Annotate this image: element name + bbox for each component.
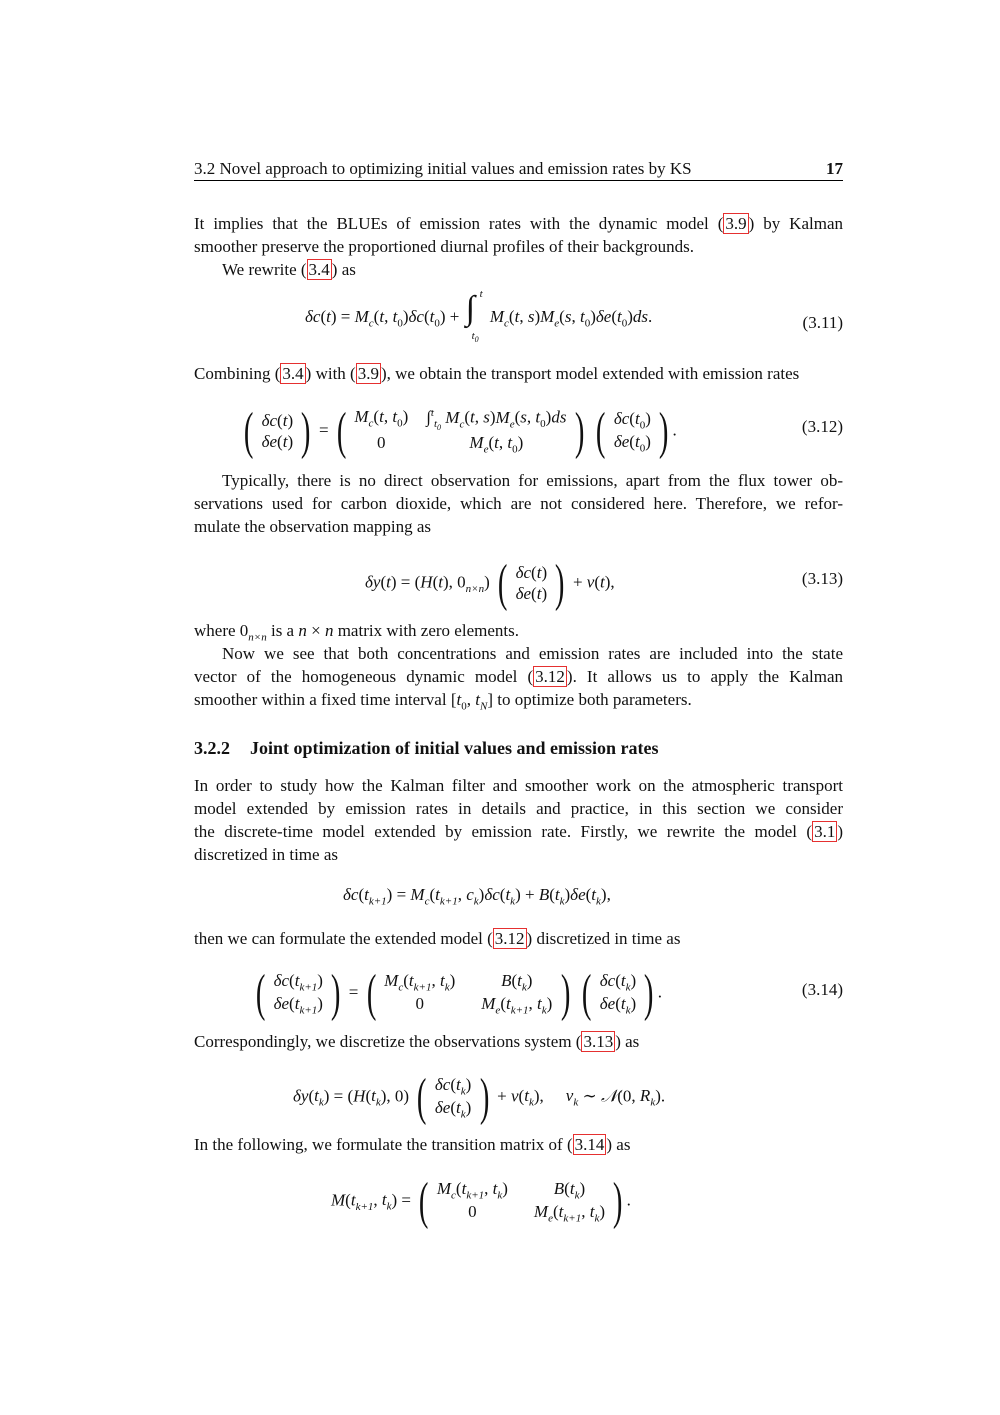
section-number: 3.2.2 bbox=[194, 738, 230, 758]
eq-link-3-13[interactable]: 3.13 bbox=[583, 1032, 614, 1051]
para4-line1: where $0_{n\times n}$ is a n × n matrix with zero elements. bbox=[194, 621, 519, 644]
para4-line3: vector of the homogeneous dynamic model ( 3.12 ). It allows us to apply the Kalman bbox=[194, 667, 843, 686]
para4-line2: Now we see that both concentrations and emission rates are included into the state bbox=[222, 644, 843, 663]
equation-number-3-14: (3.14) bbox=[801, 980, 843, 999]
eq-link-3-9[interactable]: 3.9 bbox=[725, 214, 747, 233]
equation-number-3-12: (3.12) bbox=[801, 417, 843, 436]
section-title: Joint optimization of initial values and emission rates bbox=[250, 738, 659, 758]
equation-3-14: ( $\delta c(t_{k+1})$ $\delta e(t_{k+1})$ ) = ( $M_c(t_{k+1}$, $t_k$) $B(t_k)$ 0 $M_e(t_{k+1}$, $t_k$) ) ( $\delta c(t_k)$ $\delta e(t_k)$ ) . bbox=[255, 965, 662, 1022]
para1-line3: We rewrite ( 3.4 ) as bbox=[222, 260, 356, 279]
para3-line3: mulate the observation mapping as bbox=[194, 517, 431, 536]
equation-3-11: $\delta c(t) = M_c(t$, $t_0)\delta c(t_0)$ + ∫ t $t_0$ $M_c(t$, $s)M_e(s$, $t_0)\delta e(t_0)ds$. bbox=[305, 288, 653, 345]
para3-line1: Typically, there is no direct observation for emissions, apart from the flux tower ob- bbox=[222, 471, 843, 490]
eq-link-3-9-b[interactable]: 3.9 bbox=[357, 364, 379, 383]
para4-line4: smoother within a fixed time interval [$t_0$, $t_N$] to optimize both parameters. bbox=[194, 690, 692, 713]
equation-number-3-11: (3.11) bbox=[802, 313, 843, 332]
para2: Combining ( 3.4 ) with ( 3.9 ), we obtain the transport model extended with emission rates bbox=[194, 364, 800, 383]
eq-link-3-4-b[interactable]: 3.4 bbox=[282, 364, 304, 383]
section-heading bbox=[194, 738, 659, 759]
para1-line2: smoother preserve the proportioned diurnal profiles of their backgrounds. bbox=[194, 237, 694, 256]
equation-3-13: δy(t) = (H(t), $0_{n\times n}$) ( δc(t) δe(t) ) + ν(t), bbox=[365, 555, 615, 612]
equation-3-12: ( δc(t) δe(t) ) = ( $M_c(t$, $t_0$) ∫$^t_{t_0}$ $M_c(t$, $s)M_e(s$, $t_0)ds$ 0 $M_e(t$, $t_0$) ) ( $\delta c(t_0)$ $\delta e(t_0)$ ) . bbox=[243, 403, 677, 460]
eq-link-3-12[interactable]: 3.12 bbox=[535, 667, 565, 686]
para6: then we can formulate the extended model ( 3.12 ) discretized in time as bbox=[194, 929, 681, 948]
eq-link-3-14[interactable]: 3.14 bbox=[574, 1135, 605, 1154]
running-title: 3.2 Novel approach to optimizing initial values and emission rates by KS bbox=[194, 159, 692, 178]
para1-line1: It implies that the BLUEs of emission rates with the dynamic model ( 3.9 ) by Kalman bbox=[194, 214, 843, 233]
eq-link-3-12-b[interactable]: 3.12 bbox=[494, 929, 525, 948]
equation-number-3-13: (3.13) bbox=[801, 569, 843, 588]
para3-line2: servations used for carbon dioxide, which are not considered here. Therefore, we refor- bbox=[194, 494, 843, 513]
para5-line2: model extended by emission rates in details and practice, in this section we consider bbox=[194, 799, 843, 818]
para5-line1: In order to study how the Kalman filter and smoother work on the atmospheric transport bbox=[194, 776, 843, 795]
page-number: 17 bbox=[826, 159, 843, 178]
equation-discrete-model: $\delta c(t_{k+1}) = M_c(t_{k+1}$, $c_k)\delta c(t_k) + B(t_k)\delta e(t_k)$, bbox=[343, 885, 611, 908]
eq-link-3-1[interactable]: 3.1 bbox=[814, 822, 836, 841]
para5-line4: discretized in time as bbox=[194, 845, 338, 864]
eq-link-3-4[interactable]: 3.4 bbox=[308, 260, 330, 279]
para8: In the following, we formulate the transition matrix of ( 3.14 ) as bbox=[194, 1135, 631, 1154]
equation-discrete-observation: $\delta y(t_k) = (H(t_k)$, 0) ( $\delta c(t_k)$ $\delta e(t_k)$ ) + $\nu(t_k)$, $\nu_k$ ∼ 𝒩(0, $R_k$). bbox=[293, 1069, 666, 1126]
equation-transition-matrix: $M(t_{k+1}$, $t_k$) = ( $M_c(t_{k+1}$, $t_k$) $B(t_k)$ 0 $M_e(t_{k+1}$, $t_k$) ) . bbox=[331, 1173, 631, 1230]
header-rule bbox=[194, 180, 843, 181]
para5-line3: the discrete-time model extended by emission rate. Firstly, we rewrite the model ( 3.1 ) bbox=[194, 822, 843, 841]
para7: Correspondingly, we discretize the observations system ( 3.13 ) as bbox=[194, 1032, 640, 1051]
